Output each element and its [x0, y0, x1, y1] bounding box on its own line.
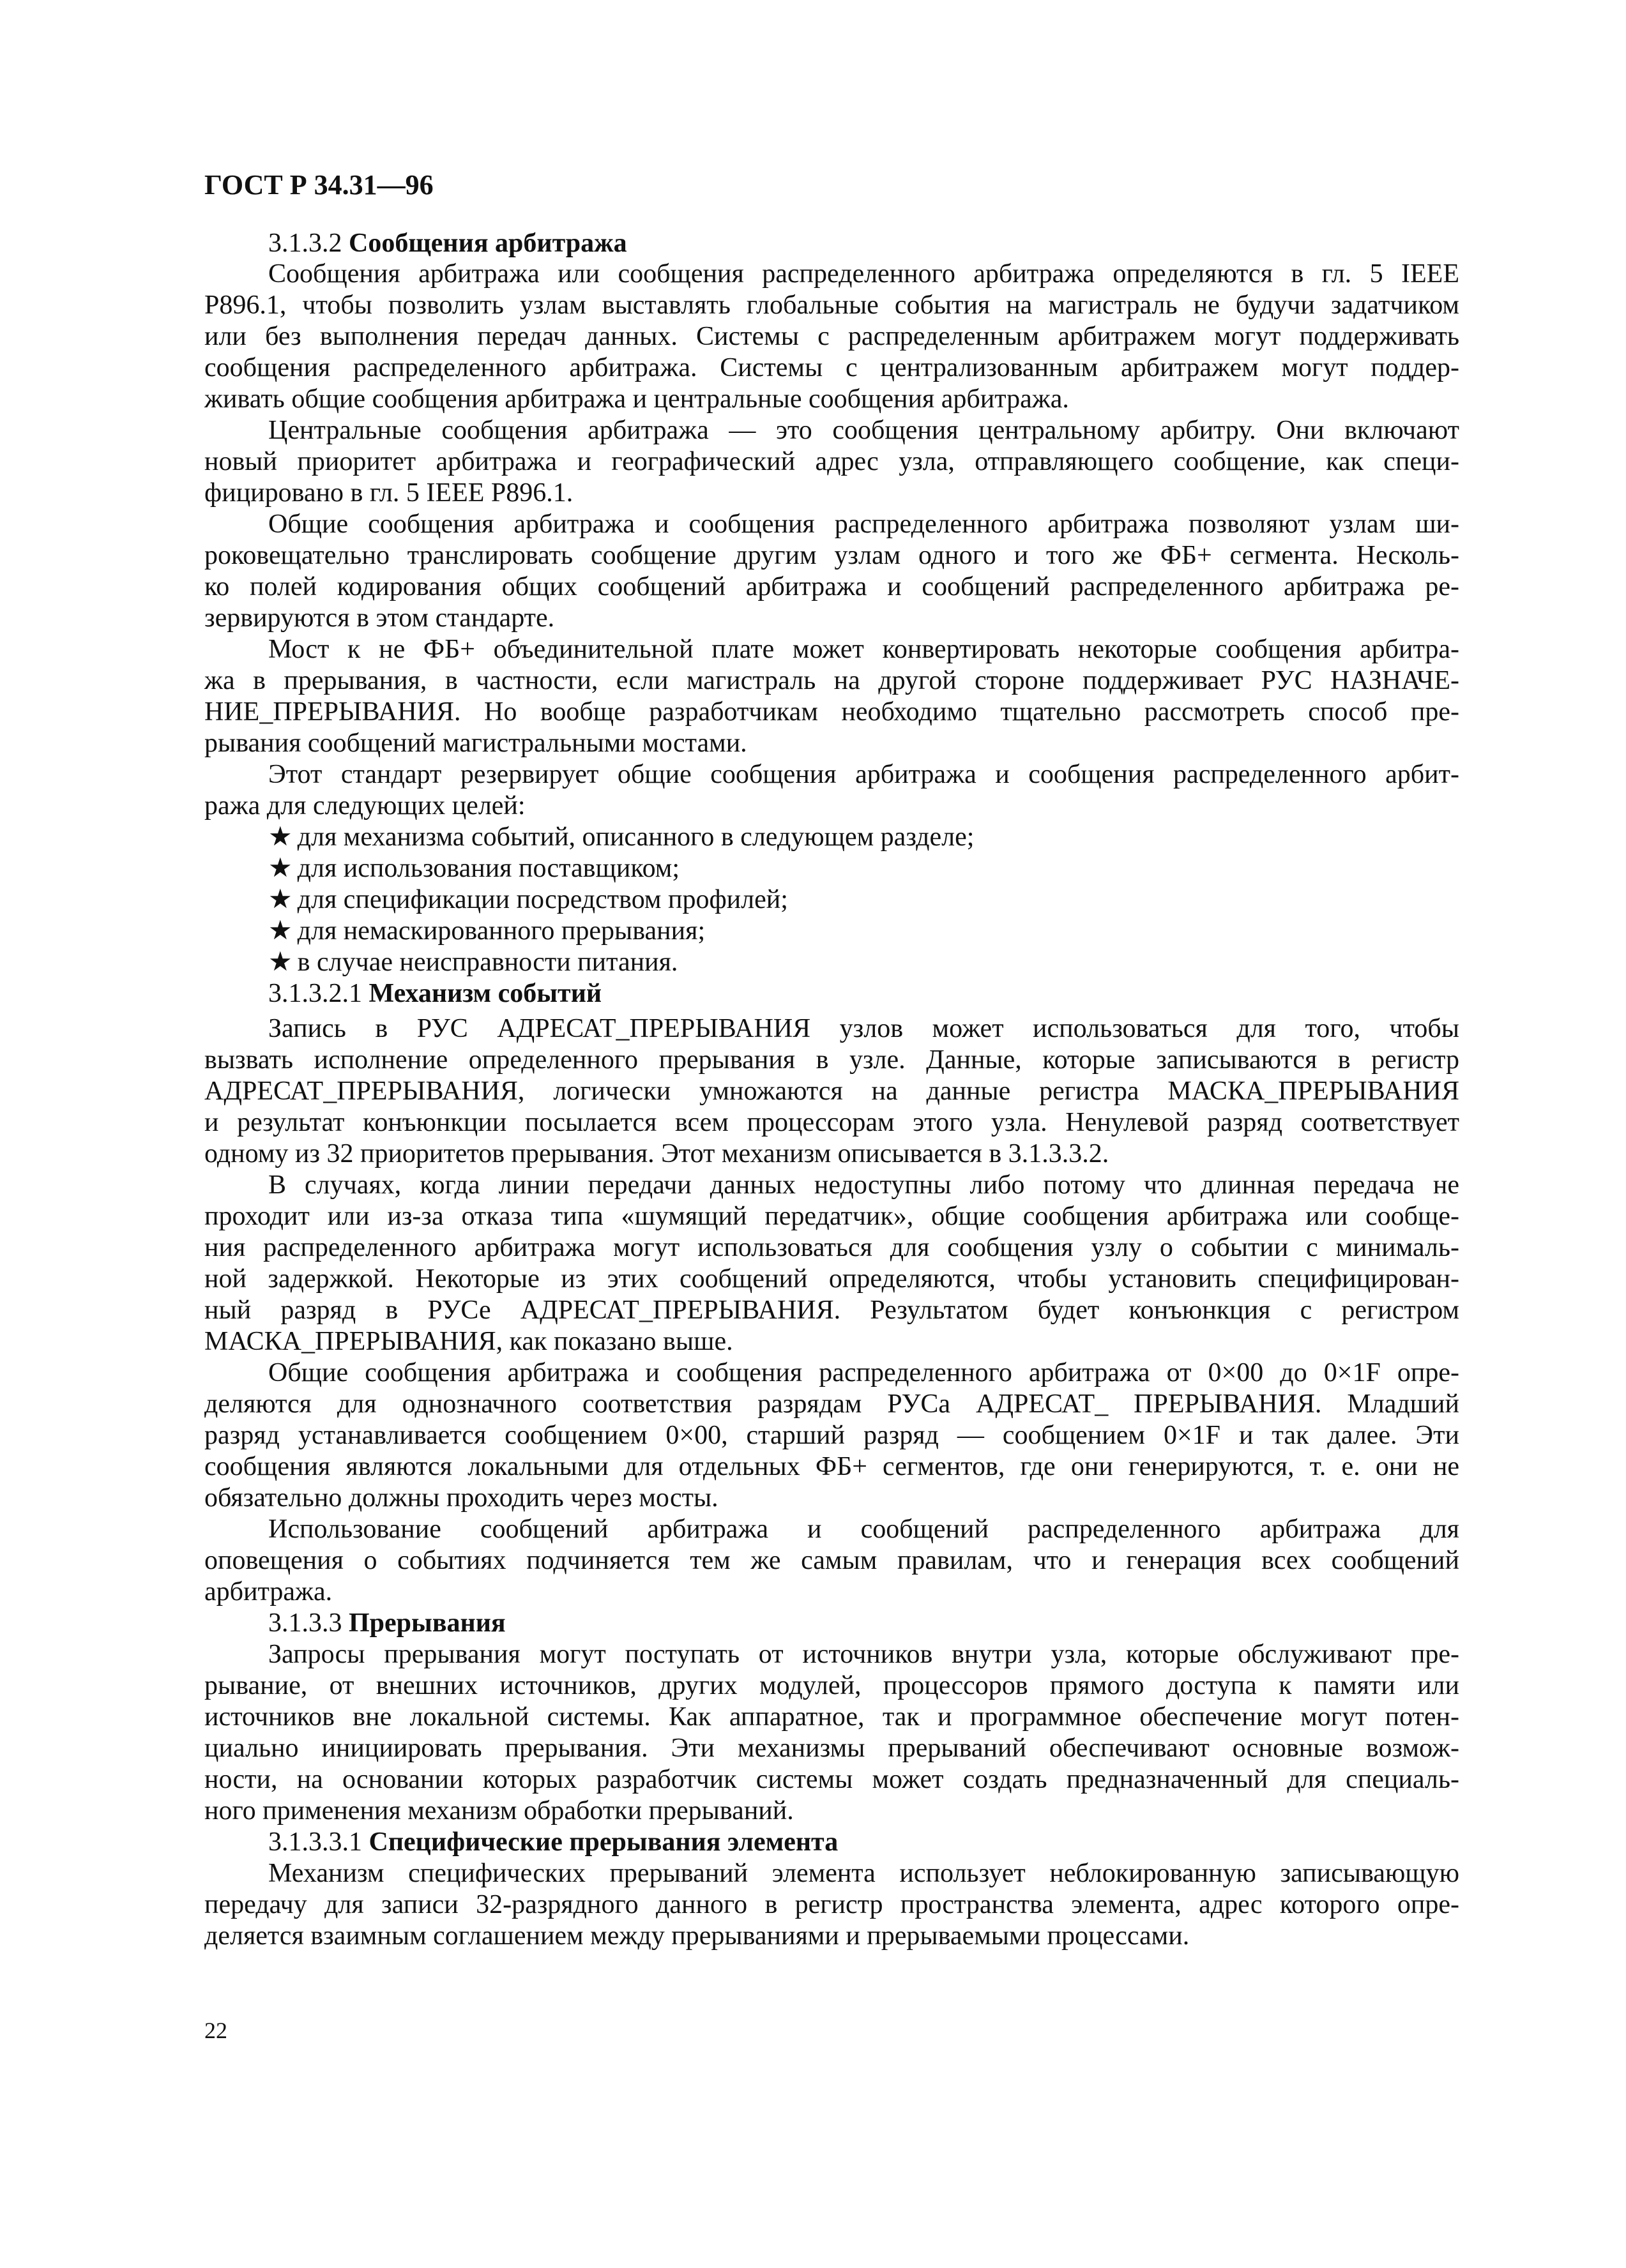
star-bullet-icon: ★ — [268, 948, 293, 977]
text-line: Механизм специфических прерываний элемента использует неблокированную записывающую — [268, 1859, 1459, 1888]
text-line: НИЕ_ПРЕРЫВАНИЯ. Но вообще разработчикам необходимо тщательно рассмотреть способ пре- — [204, 697, 1459, 727]
text-line: оповещения о событиях подчиняется тем же самым правилам, что и генерация всех сообщений — [204, 1546, 1459, 1575]
text-line: Запросы прерывания могут поступать от источников внутри узла, которые обслуживают пре- — [268, 1640, 1459, 1669]
list-item-text: для спецификации посредством профилей; — [297, 885, 788, 914]
text-line: ного применения механизм обработки прерываний. — [204, 1796, 794, 1826]
list-item-text: для использования поставщиком; — [297, 854, 680, 883]
text-line: новый приоритет арбитража и географический адрес узла, отправляющего сообщение, как специ- — [204, 447, 1459, 476]
text-line: одному из 32 приоритетов прерывания. Этот механизм описывается в 3.1.3.3.2. — [204, 1139, 1109, 1168]
text-line: рывание, от внешних источников, других модулей, процессоров прямого доступа к памяти или — [204, 1671, 1459, 1700]
section-title: Механизм событий — [369, 979, 602, 1008]
section-heading — [268, 1610, 506, 1637]
text-line: Запись в РУС АДРЕСАТ_ПРЕРЫВАНИЯ узлов может использоваться для того, чтобы — [268, 1014, 1459, 1043]
list-item — [268, 824, 974, 850]
list-item-text: для немаскированного прерывания; — [297, 916, 706, 946]
document-header: ГОСТ Р 34.31—96 — [204, 169, 434, 200]
list-item — [268, 949, 678, 976]
text-line: деляется взаимным соглашением между прерываниями и прерываемыми процессами. — [204, 1921, 1190, 1951]
text-line: МАСКА_ПРЕРЫВАНИЯ, как показано выше. — [204, 1327, 733, 1356]
text-line: фицировано в гл. 5 IEEE P896.1. — [204, 478, 574, 508]
text-line: живать общие сообщения арбитража и центральные сообщения арбитража. — [204, 384, 1069, 414]
section-title: Сообщения арбитража — [349, 229, 627, 258]
text-line: деляются для однозначного соответствия разрядам РУСа АДРЕСАТ_ ПРЕРЫВАНИЯ. Младший — [204, 1389, 1459, 1419]
text-line: жа в прерывания, в частности, если магистраль на другой стороне поддерживает РУС НАЗНАЧЕ- — [204, 666, 1459, 695]
text-line: P896.1, чтобы позволить узлам выставлять глобальные события на магистраль не будучи задатчиком — [204, 291, 1459, 320]
section-heading — [268, 1829, 838, 1856]
list-item — [268, 855, 680, 882]
text-line: ности, на основании которых разработчик системы может создать предназначенный для специаль- — [204, 1765, 1459, 1794]
text-line: ной задержкой. Некоторые из этих сообщений определяются, чтобы установить специфицирован- — [204, 1264, 1459, 1294]
section-number: 3.1.3.3 — [268, 1608, 342, 1638]
text-line: сообщения являются локальными для отдельных ФБ+ сегментов, где они генерируются, т. е. они не — [204, 1452, 1459, 1481]
text-line: Сообщения арбитража или сообщения распределенного арбитража определяются в гл. 5 IEEE — [268, 259, 1459, 289]
text-line: Общие сообщения арбитража и сообщения распределенного арбитража позволяют узлам ши- — [268, 510, 1459, 539]
list-item — [268, 886, 788, 913]
section-number: 3.1.3.2 — [268, 229, 342, 258]
star-bullet-icon: ★ — [268, 885, 293, 914]
text-line: В случаях, когда линии передачи данных недоступны либо потому что длинная передача не — [268, 1170, 1459, 1200]
section-heading — [268, 980, 602, 1007]
section-title: Прерывания — [349, 1608, 506, 1638]
page-number: 22 — [204, 2018, 227, 2043]
section-heading — [268, 230, 627, 257]
text-line: ко полей кодирования общих сообщений арбитража и сообщений распределенного арбитража ре- — [204, 572, 1459, 601]
star-bullet-icon: ★ — [268, 822, 293, 852]
text-line: или без выполнения передач данных. Системы с распределенным арбитражем могут поддерживать — [204, 322, 1459, 351]
text-line: ный разряд в РУСе АДРЕСАТ_ПРЕРЫВАНИЯ. Результатом будет конъюнкция с регистром — [204, 1296, 1459, 1325]
star-bullet-icon: ★ — [268, 854, 293, 883]
section-number: 3.1.3.3.1 — [268, 1827, 362, 1857]
list-item-text: для механизма событий, описанного в следующем разделе; — [297, 822, 975, 852]
text-line: циально инициировать прерывания. Эти механизмы прерываний обеспечивают основные возмож- — [204, 1734, 1459, 1763]
text-line: Использование сообщений арбитража и сообщений распределенного арбитража для — [268, 1515, 1459, 1544]
text-line: Этот стандарт резервирует общие сообщения арбитража и сообщения распределенного арбит- — [268, 760, 1459, 789]
text-line: Центральные сообщения арбитража — это сообщения центральному арбитру. Они включают — [268, 416, 1459, 445]
text-line: обязательно должны проходить через мосты. — [204, 1483, 718, 1513]
text-line: вызвать исполнение определенного прерывания в узле. Данные, которые записываются в регистр — [204, 1045, 1459, 1075]
list-item-text: в случае неисправности питания. — [297, 948, 678, 977]
text-line: сообщения распределенного арбитража. Системы с централизованным арбитражем могут поддер- — [204, 353, 1459, 382]
star-bullet-icon: ★ — [268, 916, 293, 946]
text-line: рывания сообщений магистральными мостами. — [204, 729, 747, 758]
text-line: ния распределенного арбитража могут использоваться для сообщения узлу о событии с минималь- — [204, 1233, 1459, 1262]
text-line: АДРЕСАТ_ПРЕРЫВАНИЯ, логически умножаются на данные регистра МАСКА_ПРЕРЫВАНИЯ — [204, 1077, 1459, 1106]
list-item — [268, 918, 705, 944]
text-line: разряд устанавливается сообщением 0×00, старший разряд — сообщением 0×1F и так далее. Эти — [204, 1421, 1459, 1450]
text-line: арбитража. — [204, 1577, 333, 1606]
text-line: и результат конъюнкции посылается всем процессорам этого узла. Ненулевой разряд соответствует — [204, 1108, 1459, 1137]
text-line: ража для следующих целей: — [204, 791, 526, 820]
text-line: Общие сообщения арбитража и сообщения распределенного арбитража от 0×00 до 0×1F опре- — [268, 1358, 1459, 1387]
text-line: источников вне локальной системы. Как аппаратное, так и программное обеспечение могут потен- — [204, 1702, 1459, 1732]
text-line: проходит или из-за отказа типа «шумящий передатчик», общие сообщения арбитража или сообще- — [204, 1202, 1459, 1231]
text-line: передачу для записи 32-разрядного данного в регистр пространства элемента, адрес которого опре- — [204, 1890, 1459, 1919]
text-line: роковещательно транслировать сообщение другим узлам одного и того же ФБ+ сегмента. Несколь- — [204, 541, 1459, 570]
text-line: Мост к не ФБ+ объединительной плате может конвертировать некоторые сообщения арбитра- — [268, 635, 1459, 664]
section-number: 3.1.3.2.1 — [268, 979, 362, 1008]
text-line: зервируются в этом стандарте. — [204, 603, 555, 633]
section-title: Специфические прерывания элемента — [369, 1827, 839, 1857]
